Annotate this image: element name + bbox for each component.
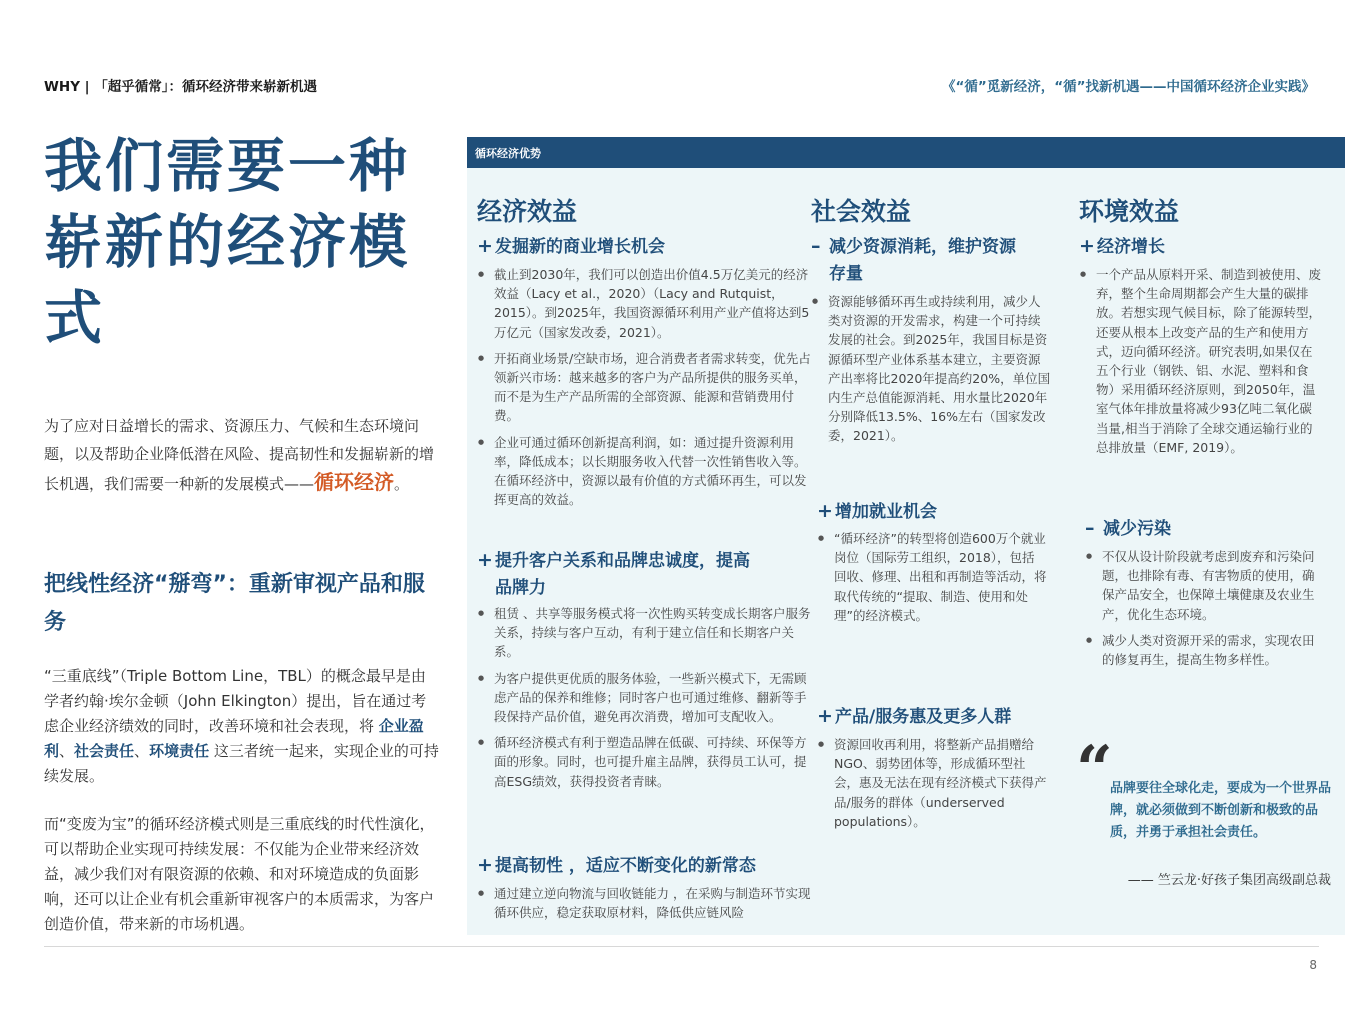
item-title: 减少资源消耗，维护资源 (829, 237, 1016, 257)
intro-highlight: 循环经济 (314, 470, 395, 494)
list-item: ● 资源能够循环再生或持续利用，减少人类对资源的开发需求，构建一个可持续发展的社会。到2025年，我国目标是资源循环型产业体系基本建立，主要资源产出率将比2020年提高约20%，单位国内生产总值能源消耗、用水量比2020年分别降低13.5%、16%左右（国家发改委，2021）。 (811, 292, 1051, 446)
list-item: ● 循环经济模式有利于塑造品牌在低碳、可持续、环保等方面的形象。同时，也可提升雇主品牌，获得员工认可，提高ESG绩效，获得投资者青睐。 (477, 733, 812, 791)
bullet-list (1085, 547, 1325, 676)
tbl-text-a: “三重底线”（Triple Bottom Line，TBL）的概念最早是由学者约翰·埃尔金顿（John Elkington）提出，旨在通过考虑企业经济绩效的同时，改善环境和社会表现，将 (44, 667, 427, 735)
bullet-list (811, 292, 1051, 453)
col-economic-title: 经济效益 (477, 197, 578, 226)
intro-end: 。 (394, 475, 410, 493)
item-heading (477, 547, 817, 602)
quote-mark-icon: “ (1076, 732, 1113, 807)
list-item: ● 截止到2030年，我们可以创造出价值4.5万亿美元的经济效益（Lacy et al.，2020）（Lacy and Rutquist，2015）。到2025年，我国资源循环利用产业产值将达到5万亿元（国家发改委，2021）。 (477, 265, 812, 342)
intro-paragraph (44, 412, 439, 498)
item-heading (477, 233, 817, 261)
intro-text: 为了应对日益增长的需求、资源压力、气候和生态环境问题，以及帮助企业降低潜在风险、提高韧性和发掘崭新的增长机遇，我们需要一种新的发展模式—— (44, 417, 435, 493)
col-environment-title: 环境效益 (1079, 197, 1180, 226)
circular-paragraph: 而“变废为宝”的循环经济模式则是三重底线的时代性演化，可以帮助企业实现可持续发展：不仅能为企业带来经济效益，减少我们对有限资源的依赖、和对环境造成的负面影响，还可以让企业有机会重新审视客户的本质需求，为客户创造价值，带来新的市场机遇。 (44, 815, 435, 933)
bullet-list (477, 265, 812, 516)
quote-attribution: —— 竺云龙·好孩子集团高级副总裁 (1127, 873, 1331, 888)
bullet-list (817, 735, 1049, 838)
panel-title-bar: 循环经济优势 (467, 137, 1345, 168)
plus-icon: + (477, 235, 493, 257)
running-header-right: 《“循”觅新经济，“循”找新机遇——中国循环经济企业实践》 (942, 79, 1315, 95)
list-item: ● “循环经济”的转型将创造600万个就业岗位（国际劳工组织，2018），包括回收、修理、出租和再制造等活动，将取代传统的“提取、制造、使用和处理”的经济模式。 (817, 529, 1047, 625)
item-heading (817, 498, 1057, 526)
item-title: 经济增长 (1097, 237, 1165, 257)
list-item: ● 租赁 、共享等服务模式将一次性购买转变成长期客户服务关系，持续与客户互动，有利于建立信任和长期客户关系。 (477, 604, 812, 662)
item-title: 提高韧性 ，适应不断变化的新常态 (495, 856, 756, 876)
item-heading (817, 703, 1057, 731)
section-heading: 把线性经济“掰弯”：重新审视产品和服务 (44, 572, 425, 635)
tbl-keyword-social: 社会责任 (74, 742, 135, 760)
minus-icon: – (811, 235, 821, 257)
tbl-sep-2: 、 (134, 742, 150, 760)
plus-icon: + (817, 705, 833, 727)
plus-icon: + (477, 549, 493, 571)
running-header-left: WHY | 「超乎循常」：循环经济带来崭新机遇 (44, 79, 318, 95)
item-title: 增加就业机会 (835, 502, 937, 522)
item-heading (477, 852, 817, 880)
plus-icon: + (817, 500, 833, 522)
page-title: 我们需要一种崭新的经济模式 (44, 132, 411, 352)
item-heading (811, 233, 1061, 288)
item-title: 产品/服务惠及更多人群 (835, 707, 1012, 727)
footer-divider (44, 946, 1319, 947)
tbl-text-b: 这三者统一起来，实现企业的可持续发展。 (44, 742, 439, 785)
minus-icon: – (1085, 517, 1095, 539)
list-item: ● 不仅从设计阶段就考虑到废弃和污染问题，也排除有毒、有害物质的使用，确保产品安全，也保障土壤健康及农业生产，优化生态环境。 (1085, 547, 1325, 624)
item-heading (1085, 515, 1325, 543)
list-item: ● 减少人类对资源开采的需求，实现农田的修复再生，提高生物多样性。 (1085, 631, 1325, 669)
bullet-list (817, 529, 1047, 632)
page-number: 8 (1309, 958, 1317, 972)
list-item: ● 开拓商业场景/空缺市场，迎合消费者者需求转变，优先占领新兴市场：越来越多的客户为产品所提供的服务买单，而不是为生产产品所需的全部资源、能源和营销费用付费。 (477, 349, 812, 426)
bullet-list (1079, 265, 1324, 464)
tbl-sep-1: 、 (59, 742, 75, 760)
plus-icon: + (1079, 235, 1095, 257)
list-item: ● 通过建立逆向物流与回收链能力 ，在采购与制造环节实现循环供应，稳定获取原材料，降低供应链风险 (477, 884, 812, 922)
item-title-cont: 存量 (829, 264, 863, 284)
bullet-list (477, 884, 812, 929)
tbl-keyword-environment: 环境责任 (149, 742, 210, 760)
col-social-title: 社会效益 (811, 197, 912, 226)
pull-quote: 品牌要往全球化走，要成为一个世界品牌，就必须做到不断创新和极致的品质，并勇于承担社会责任。 (1110, 781, 1332, 840)
item-title-cont: 品牌力 (495, 578, 546, 598)
item-title: 发掘新的商业增长机会 (495, 237, 665, 257)
list-item: ● 企业可通过循环创新提高利润，如：通过提升资源利用率，降低成本；以长期服务收入代替一次性销售收入等。在循环经济中，资源以最有价值的方式循环再生，可以发挥更高的效益。 (477, 433, 812, 510)
bullet-list (477, 604, 812, 798)
plus-icon: + (477, 854, 493, 876)
tbl-paragraph (44, 664, 439, 789)
list-item: ● 一个产品从原料开采、制造到被使用、废弃，整个生命周期都会产生大量的碳排放。若想实现气候目标，除了能源转型，还要从根本上改变产品的生产和使用方式，迈向循环经济。研究表明,如果仅在五个行业（钢铁、铝、水泥、塑料和食物）采用循环经济原则，到2050年，温室气体年排放量将减少93亿吨二氧化碳当量,相当于消除了全球交通运输行业的总排放量（EMF, 2019）。 (1079, 265, 1324, 457)
list-item: ● 资源回收再利用，将整新产品捐赠给NGO、弱势团体等，形成循环型社会，惠及无法在现有经济模式下获得产品/服务的群体（underserved populations）。 (817, 735, 1049, 831)
item-title: 减少污染 (1103, 519, 1171, 539)
item-title: 提升客户关系和品牌忠诚度，提高 (495, 551, 750, 571)
list-item: ● 为客户提供更优质的服务体验，一些新兴模式下，无需顾虑产品的保养和维修；同时客户也可通过维修、翻新等手段保持产品价值，避免再次消费，增加可支配收入。 (477, 669, 812, 727)
tbl-keyword-profit: 企业盈利 (44, 717, 424, 760)
item-heading (1079, 233, 1319, 261)
